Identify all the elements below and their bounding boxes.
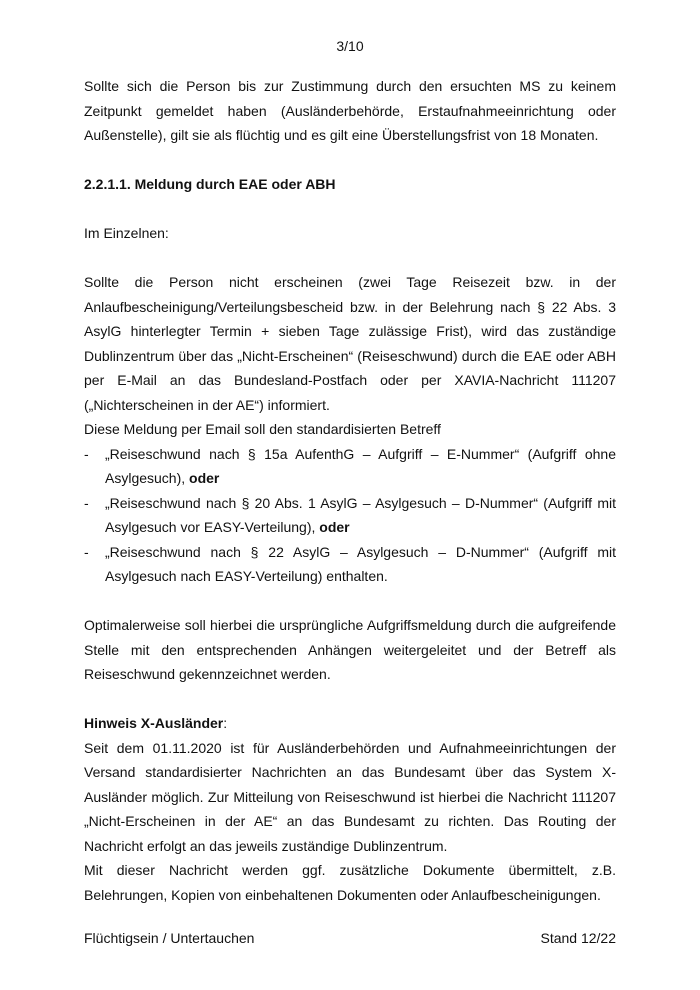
page-number: 3/10 [336, 38, 364, 54]
dash-bullet: - [84, 494, 89, 511]
document-body [84, 74, 616, 907]
list-item: - „Reiseschwund nach § 22 AsylG – Asylgesuch – D-Nummer“ (Aufgriff mit Asylgesuch nach EASY-Verteilung) enthalten. [84, 540, 616, 589]
paragraph-non-appearance: Sollte die Person nicht erscheinen (zwei Tage Reisezeit bzw. in der Anlaufbescheinigung/Verteilungsbescheid bzw. in der Belehrung nach § 22 Abs. 3 AsylG hinterlegter Termin + sieben Tage zulässige Frist), wird das zuständige Dublinzentrum über das „Nicht-Erscheinen“ (Reiseschwund) durch die EAE oder ABH per E-Mail an das Bundesland-Postfach oder per XAVIA-Nachricht 111207 („Nichterscheinen in der AE“) informiert. [84, 274, 616, 413]
section-heading: 2.2.1.1. Meldung durch EAE oder ABH [84, 176, 336, 192]
footer-title: Flüchtigsein / Untertauchen [84, 930, 255, 946]
paragraph-email-subject: Diese Meldung per Email soll den standardisierten Betreff [84, 421, 441, 437]
footer-version: Stand 12/22 [540, 930, 616, 946]
paragraph-absconding-definition: Sollte sich die Person bis zur Zustimmung durch den ersuchten MS zu keinem Zeitpunkt gemeldet haben (Ausländerbehörde, Erstaufnahmeeinrichtung oder Außenstelle), gilt sie als flüchtig und es gilt eine Überstellungsfrist von 18 Monaten. [84, 78, 616, 143]
paragraph-documents: Mit dieser Nachricht werden ggf. zusätzliche Dokumente übermittelt, z.B. Belehrungen, Kopien von einbehaltenen Dokumenten oder Anlaufbescheinigungen. [84, 862, 616, 903]
page-footer [84, 930, 616, 946]
paragraph-intro: Im Einzelnen: [84, 225, 169, 241]
subject-list [84, 442, 616, 589]
hinweis-heading: Hinweis X-Ausländer: [84, 715, 228, 731]
dash-bullet: - [84, 445, 89, 462]
list-item: - „Reiseschwund nach § 20 Abs. 1 AsylG – Asylgesuch – D-Nummer“ (Aufgriff mit Asylgesuch vor EASY-Verteilung), oder [84, 491, 616, 540]
paragraph-x-auslaender: Seit dem 01.11.2020 ist für Ausländerbehörden und Aufnahmeeinrichtungen der Versand standardisierter Nachrichten an das Bundesamt über das System X-Ausländer möglich. Zur Mitteilung von Reiseschwund ist hierbei die Nachricht 111207 „Nicht-Erscheinen in der AE“ an das Bundesamt zu richten. Das Routing der Nachricht erfolgt an das jeweils zuständige Dublinzentrum. [84, 739, 616, 854]
paragraph-forwarding: Optimalerweise soll hierbei die ursprüngliche Aufgriffsmeldung durch die aufgreifende Stelle mit den entsprechenden Anhängen weitergeleitet und der Betreff als Reiseschwund gekennzeichnet werden. [84, 617, 616, 682]
dash-bullet: - [84, 543, 89, 560]
list-item: - „Reiseschwund nach § 15a AufenthG – Aufgriff – E-Nummer“ (Aufgriff ohne Asylgesuch), oder [84, 442, 616, 491]
